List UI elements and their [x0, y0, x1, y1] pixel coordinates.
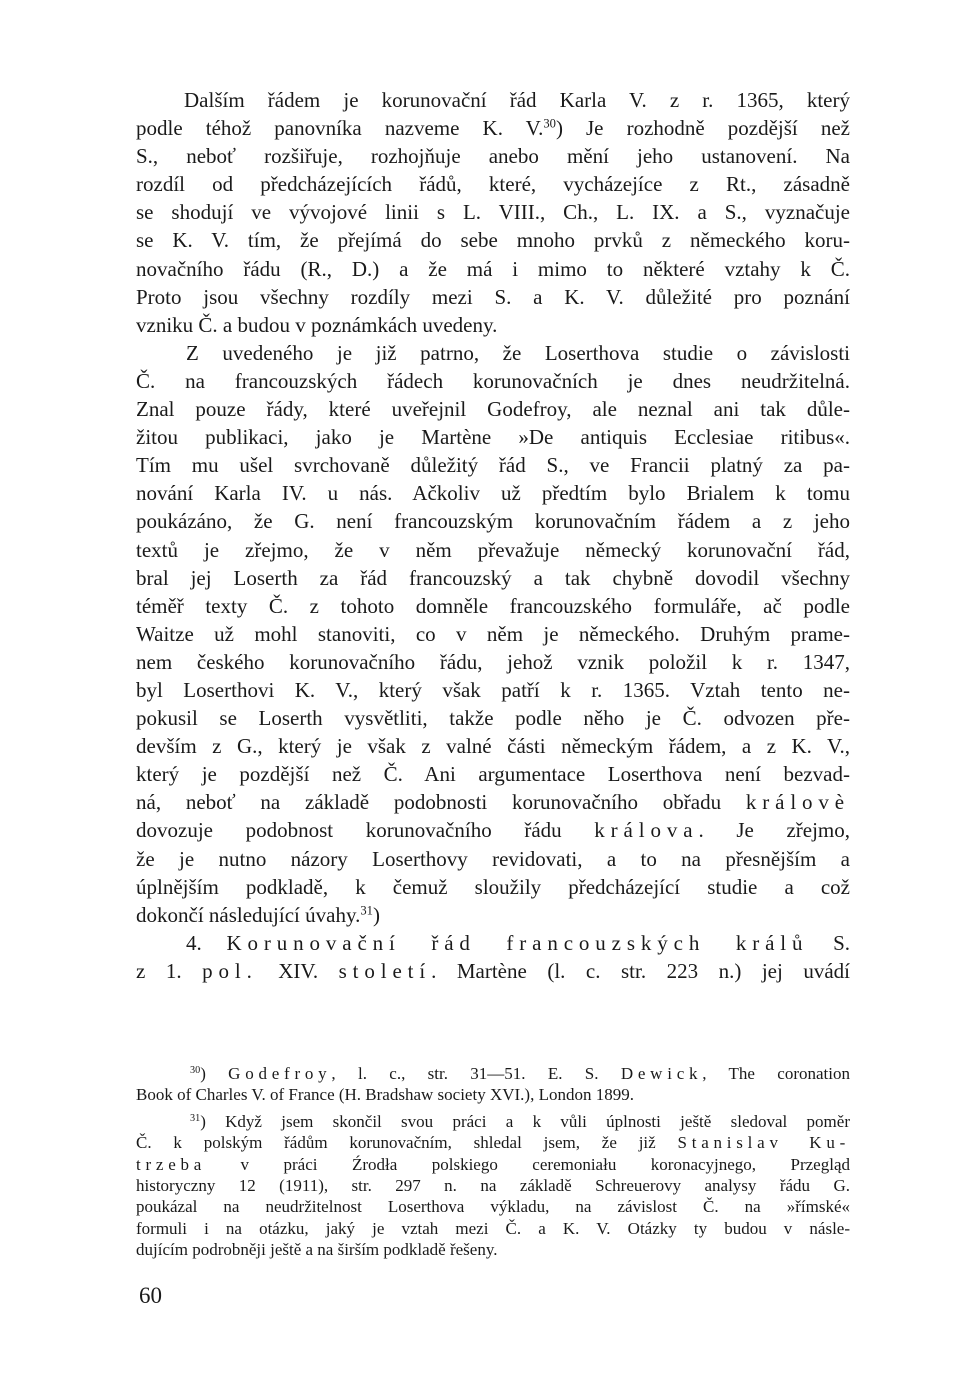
- spaced-emphasis: pol.: [202, 958, 258, 983]
- text-run: , The coronation: [702, 1064, 850, 1083]
- text-run: ): [200, 1064, 229, 1083]
- text-line: [136, 788, 850, 816]
- spaced-emphasis: králova: [594, 818, 699, 843]
- text-line: Waitze už mohl stanoviti, co v něm je německého. Druhým prame-: [136, 621, 850, 646]
- text-run: Č. k polským řádům korunovačním, shledal jsem, že již: [136, 1133, 678, 1153]
- text-line: devším z G., který je však z valné části německým řádem, a z K. V.,: [136, 734, 850, 759]
- text-line: který je pozdější než Č. Ani argumentace Loserthova není bezvad-: [136, 762, 850, 787]
- text-line: Znal pouze řády, které uveřejnil Godefroy, ale neznal ani tak důle-: [136, 397, 850, 422]
- section-title: Korunovační řád francouzských králů: [226, 930, 809, 955]
- text-line: textů je zřejmo, že v něm převažuje německý korunovační řád,: [136, 537, 850, 562]
- footnote-line: Book of Charles V. of France (H. Bradshaw society XVI.), London 1899.: [136, 1085, 634, 1105]
- text-line: poukázáno, že G. není francouzským korunovačním řádem a z jeho: [136, 509, 850, 534]
- spaced-emphasis: století: [338, 958, 432, 983]
- text-line: žitou publikaci, jako je Martène »De antiquis Ecclesiae ritibus«.: [136, 425, 850, 450]
- text-run: dokončí následující úvahy.: [136, 902, 361, 927]
- paragraph: [136, 339, 850, 929]
- text-line: nování Karla IV. u nás. Ačkoliv už předtím bylo Brialem k tomu: [136, 481, 850, 506]
- text-line: Z uvedeného je již patrno, že Loserthova studie o závislosti: [186, 340, 850, 365]
- text-run: ) Když jsem skončil svou práci a k vůli úplnosti ještě sledoval poměr: [200, 1111, 850, 1131]
- spaced-emphasis: Stanislav Ku-: [677, 1133, 851, 1153]
- text-run: ): [372, 902, 380, 927]
- footnote-marker: 30: [190, 1064, 201, 1076]
- text-line: [136, 901, 850, 929]
- footnote: [136, 1063, 850, 1106]
- text-line: Tím mu ušel svrchovaně důležitý řád S., ve Francii platný za pa-: [136, 453, 850, 478]
- spaced-emphasis: Dewick: [620, 1064, 703, 1083]
- footnote-ref[interactable]: 30: [543, 116, 556, 131]
- spaced-emphasis: trzeba: [136, 1154, 207, 1174]
- footnote-line: [136, 1063, 850, 1084]
- text-line: [136, 114, 850, 142]
- footnote-marker: 31: [190, 1112, 201, 1124]
- text-line: nem českého korunovačního řádu, jehož vznik položil k r. 1347,: [136, 649, 850, 674]
- text-run: . Martène (l. c. str. 223 n.) jej uvádí: [431, 958, 850, 983]
- text-run: v práci Źrodła polskiego ceremoniału koronacyjnego, Przegląd: [206, 1154, 850, 1174]
- text-line: [136, 816, 850, 844]
- text-line: byl Loserthovi K. V., který však patří k r. 1365. Vztah tento ne-: [136, 677, 850, 702]
- text-line: pokusil se Loserth vysvětliti, takže podle něho je Č. odvozen pře-: [136, 706, 850, 731]
- text-line: novačního řádu (R., D.) a že má i mimo to některé vztahy k Č.: [136, 256, 850, 281]
- text-run: . Je zřejmo,: [698, 818, 850, 843]
- text-line: téměř texty Č. z tohoto domněle francouzského formuláře, ač podle: [136, 593, 850, 618]
- text-run: dovozuje podobnost korunovačního řádu: [136, 818, 595, 843]
- footnotes: [136, 1063, 850, 1261]
- body-text: [136, 86, 850, 985]
- footnote: [136, 1111, 850, 1261]
- footnote-line: poukázal na neudržitelnost Loserthova výkladu, na závislost Č. na »římské«: [136, 1197, 850, 1217]
- text-line: se shodují ve vývojové linii s L. VIII., Ch., L. IX. a S., vyznačuje: [136, 200, 850, 225]
- text-run: S.: [808, 930, 850, 955]
- text-run: ná, neboť na základě podobnosti korunovačního obřadu: [136, 790, 746, 815]
- section-heading-paragraph: [136, 929, 850, 985]
- section-number: 4.: [186, 930, 227, 955]
- spaced-emphasis: Godefroy: [228, 1064, 332, 1083]
- text-line: Č. na francouzských řádech korunovačních je dnes neudržitelná.: [136, 368, 850, 393]
- text-run: ) Je rozhodně pozdější než: [555, 116, 850, 141]
- text-line: [136, 957, 850, 985]
- footnote-line: dujícím podrobněji ještě a na širším podkladě řešeny.: [136, 1240, 498, 1260]
- text-line: Dalším řádem je korunovační řád Karla V. z r. 1365, který: [184, 88, 850, 112]
- footnote-line: formuli i na otázku, jaký je vztah mezi Č. a K. V. Otázky ty budou v násle-: [136, 1218, 850, 1238]
- text-run: podle téhož panovníka nazveme K. V.: [136, 116, 544, 141]
- text-run: , l. c., str. 31—51. E. S.: [331, 1064, 621, 1083]
- text-run: z 1.: [136, 958, 203, 983]
- footnote-line: [136, 1154, 850, 1175]
- spaced-emphasis: královè: [745, 790, 850, 815]
- section-heading-line: [136, 929, 850, 957]
- footnote-line: [136, 1132, 850, 1153]
- text-line: Proto jsou všechny rozdíly mezi S. a K. V. důležité pro poznání: [136, 284, 850, 309]
- footnote-line: [136, 1111, 850, 1132]
- text-line: rozdíl od předcházejících řádů, které, vycházejíce z Rt., zásadně: [136, 172, 850, 197]
- text-line: bral jej Loserth za řád francouzský a tak chybně dovodil všechny: [136, 565, 850, 590]
- text-line: úplnějším podkladě, k čemuž sloužily předcházející studie a což: [136, 874, 850, 899]
- paragraph: [136, 86, 850, 339]
- text-run: XIV.: [257, 958, 339, 983]
- page-number: 60: [139, 1283, 162, 1308]
- text-line: že je nutno názory Loserthovy revidovati, a to na přesnějším a: [136, 846, 850, 871]
- text-line: vzniku Č. a budou v poznámkách uvedeny.: [136, 312, 498, 337]
- text-line: S., neboť rozšiřuje, rozhojňuje anebo mění jeho ustanovení. Na: [136, 144, 850, 169]
- footnote-ref[interactable]: 31: [360, 903, 373, 918]
- text-line: se K. V. tím, že přejímá do sebe mnoho prvků z německého koru-: [136, 228, 850, 253]
- footnote-line: historyczny 12 (1911), str. 297 n. na základě Schreuerovy analysy řádu G.: [136, 1176, 850, 1196]
